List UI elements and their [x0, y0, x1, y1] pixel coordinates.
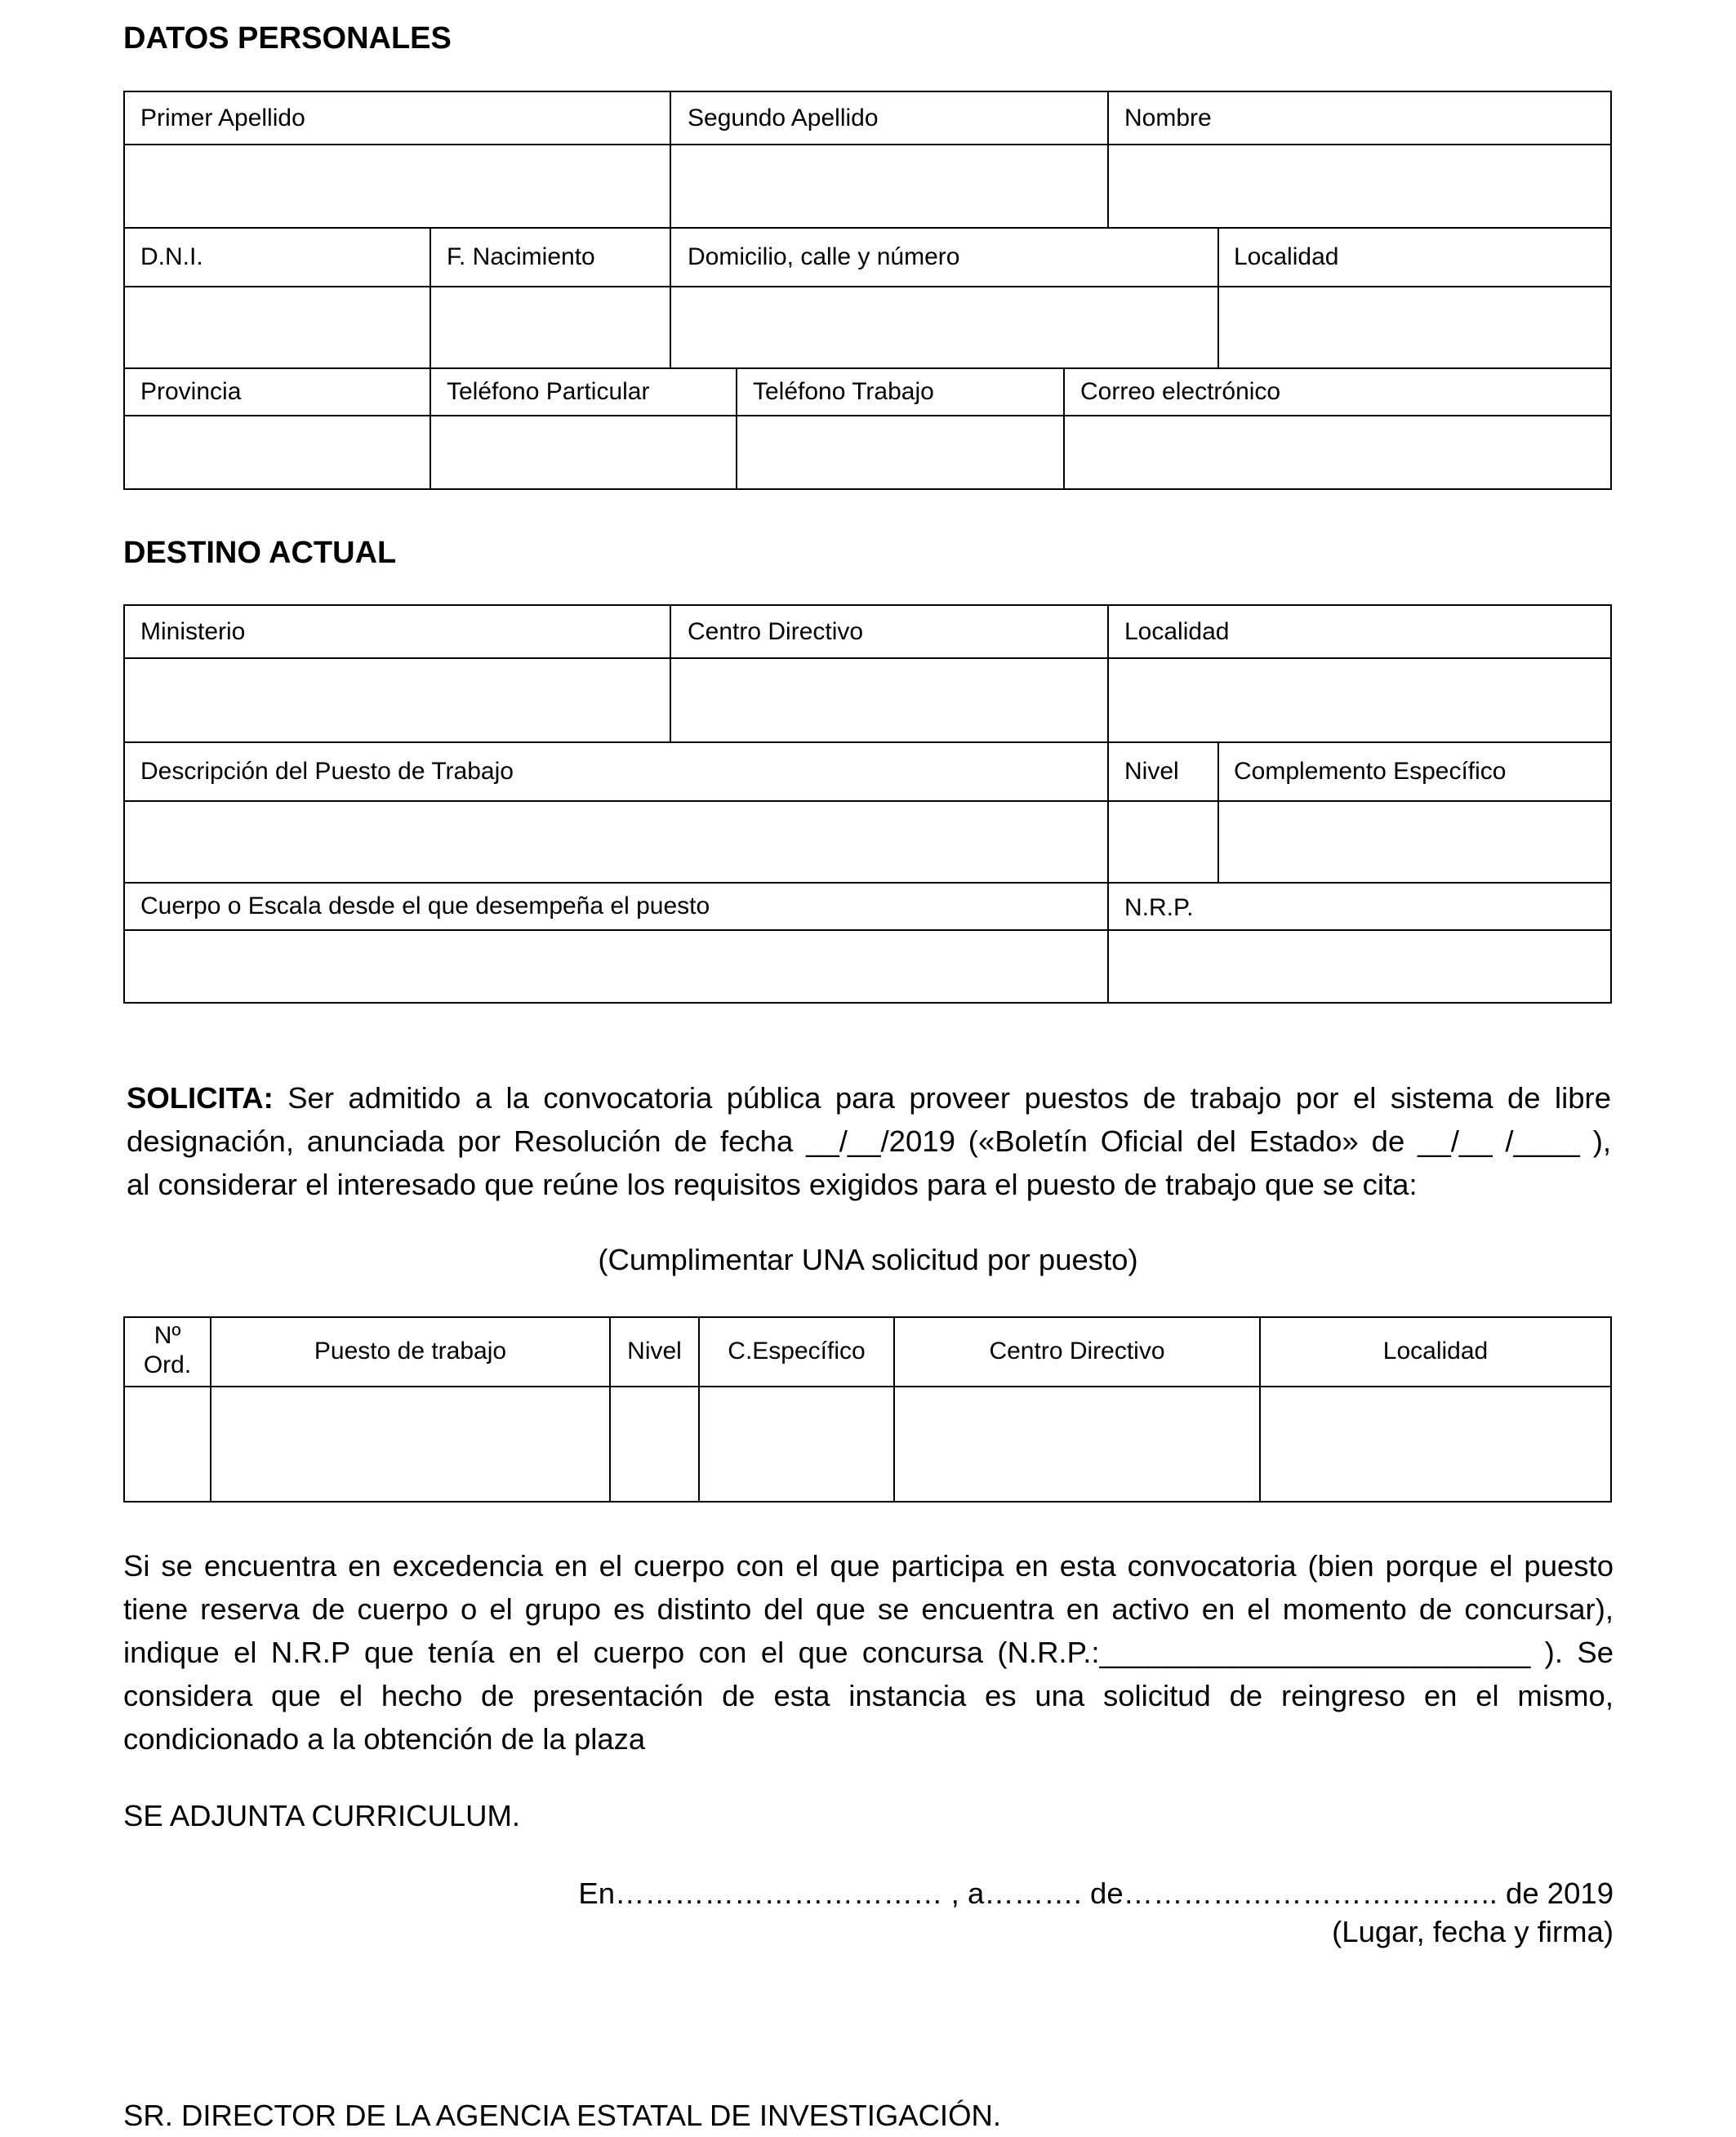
field-nombre[interactable]	[1109, 145, 1610, 227]
cell-centro-directivo[interactable]	[895, 1387, 1259, 1501]
adjunta-curriculum: SE ADJUNTA CURRICULUM.	[123, 1799, 521, 1832]
solicita-line-1: Ser admitido a la convocatoria pública para proveer puestos de trabajo por el sistema de libre	[273, 1081, 1611, 1115]
label-localidad-destino: Localidad	[1124, 618, 1230, 645]
field-complemento-especifico[interactable]	[1219, 802, 1610, 882]
field-localidad-personal[interactable]	[1219, 287, 1610, 367]
field-correo-electronico[interactable]	[1065, 416, 1610, 488]
cell-puesto-trabajo[interactable]	[211, 1387, 609, 1501]
label-f-nacimiento: F. Nacimiento	[447, 243, 595, 270]
label-localidad-personal: Localidad	[1234, 243, 1339, 270]
field-dni[interactable]	[125, 287, 430, 367]
field-primer-apellido[interactable]	[125, 145, 670, 227]
label-provincia: Provincia	[140, 378, 242, 405]
firma-note: (Lugar, fecha y firma)	[1332, 1915, 1614, 1948]
solicita-line-2: designación, anunciada por Resolución de fecha __/__/2019 («Boletín Oficial del Estado» de __/__ /____ ),	[127, 1124, 1611, 1158]
field-nrp[interactable]	[1109, 931, 1610, 1002]
label-telefono-trabajo: Teléfono Trabajo	[753, 378, 934, 405]
header-c-especifico: C.Específico	[728, 1338, 866, 1365]
label-dni: D.N.I.	[140, 243, 203, 270]
label-nrp: N.R.P.	[1124, 894, 1194, 921]
label-correo-electronico: Correo electrónico	[1080, 378, 1281, 405]
header-puesto-trabajo: Puesto de trabajo	[314, 1338, 507, 1365]
excedencia-line-1: Si se encuentra en excedencia en el cuerpo con el que participa en esta convocatoria (bien porque el puesto	[123, 1549, 1614, 1583]
label-complemento-especifico: Complemento Específico	[1234, 758, 1507, 785]
field-cuerpo-escala[interactable]	[125, 931, 1107, 1002]
cell-c-especifico[interactable]	[700, 1387, 893, 1501]
section-title-datos-personales: DATOS PERSONALES	[123, 21, 452, 56]
excedencia-line-3: indique el N.R.P que tenía en el cuerpo con el que concursa (N.R.P.:__________________________ ). Se	[123, 1636, 1614, 1669]
header-nivel: Nivel	[627, 1338, 682, 1365]
label-segundo-apellido: Segundo Apellido	[688, 105, 879, 131]
field-f-nacimiento[interactable]	[431, 287, 670, 367]
instruction-text: (Cumplimentar UNA solicitud por puesto)	[598, 1243, 1138, 1276]
field-descripcion-puesto[interactable]	[125, 802, 1107, 882]
lugar-fecha-line: En…………………………… , a………. de……………………………….. de 2019	[578, 1877, 1614, 1910]
header-localidad: Localidad	[1382, 1338, 1489, 1365]
cell-nivel[interactable]	[611, 1387, 698, 1501]
excedencia-line-5: condicionado a la obtención de la plaza	[123, 1722, 646, 1756]
field-provincia[interactable]	[125, 416, 430, 488]
field-telefono-trabajo[interactable]	[737, 416, 1063, 488]
field-telefono-particular[interactable]	[431, 416, 736, 488]
cell-localidad[interactable]	[1261, 1387, 1610, 1501]
header-n-ord: Nº Ord.	[143, 1322, 192, 1378]
solicita-label: SOLICITA:	[127, 1081, 274, 1115]
label-nivel: Nivel	[1124, 758, 1179, 785]
label-descripcion-puesto: Descripción del Puesto de Trabajo	[140, 758, 514, 785]
label-nombre: Nombre	[1124, 105, 1212, 131]
header-centro-directivo: Centro Directivo	[989, 1338, 1165, 1365]
field-domicilio[interactable]	[671, 287, 1217, 367]
cell-n-ord[interactable]	[125, 1387, 210, 1501]
field-centro-directivo[interactable]	[671, 659, 1107, 741]
addressee: SR. DIRECTOR DE LA AGENCIA ESTATAL DE INVESTIGACIÓN.	[123, 2099, 1001, 2132]
excedencia-paragraph	[123, 1544, 1614, 1761]
field-segundo-apellido[interactable]	[671, 145, 1107, 227]
excedencia-line-4: considera que el hecho de presentación de esta instancia es una solicitud de reingreso en el mismo,	[123, 1679, 1614, 1712]
label-cuerpo-escala: Cuerpo o Escala desde el que desempeña el puesto	[140, 893, 710, 919]
excedencia-line-2: tiene reserva de cuerpo o el grupo es distinto del que se encuentra en activo en el momento de concursar),	[123, 1592, 1614, 1626]
label-centro-directivo: Centro Directivo	[688, 618, 864, 645]
field-ministerio[interactable]	[125, 659, 670, 741]
label-telefono-particular: Teléfono Particular	[447, 378, 650, 405]
label-primer-apellido: Primer Apellido	[140, 105, 305, 131]
solicita-line-3: al considerar el interesado que reúne los requisitos exigidos para el puesto de trabajo que se cita:	[127, 1168, 1418, 1201]
label-ministerio: Ministerio	[140, 618, 246, 645]
solicita-paragraph	[127, 1076, 1611, 1206]
section-title-destino-actual: DESTINO ACTUAL	[123, 536, 397, 570]
label-domicilio: Domicilio, calle y número	[688, 243, 960, 270]
field-nivel[interactable]	[1109, 802, 1217, 882]
field-localidad-destino[interactable]	[1109, 659, 1610, 741]
